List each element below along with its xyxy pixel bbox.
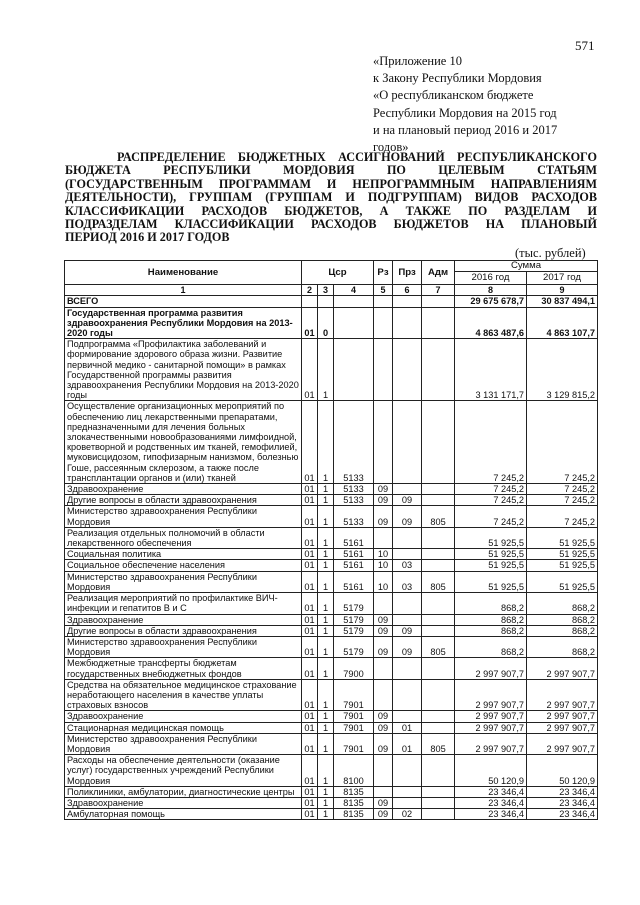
table-cell-csr-direction: 5161	[334, 560, 374, 571]
table-cell-csr-direction: 7901	[334, 722, 374, 733]
table-cell-sum-2017: 2 997 907,7	[527, 658, 598, 679]
table-cell-name: Осуществление организационных мероприятий по обеспечению лиц лекарственными препаратами, предназначенными для лечения больных злокачественными новообразованиями лимфоидной, кроветворной и родственных им тканей, гемофилией, муковисцидозом, гипофизарным нанизмом, болезнью Гоше, рассеянным склерозом, а также после трансплантации органов и (или) тканей	[65, 401, 302, 484]
table-cell-adm	[422, 786, 455, 797]
header-prz: Прз	[393, 261, 422, 285]
table-cell-prz	[393, 339, 422, 401]
table-cell-adm	[422, 296, 455, 307]
table-cell-sum-2017: 2 997 907,7	[527, 733, 598, 754]
table-cell-adm	[422, 797, 455, 808]
column-index: 5	[374, 285, 393, 296]
table-cell-adm	[422, 593, 455, 614]
table-cell-prz	[393, 711, 422, 722]
table-cell-name: Социальная политика	[65, 549, 302, 560]
table-cell-csr-program: 01	[302, 549, 318, 560]
table-cell-csr-program: 01	[302, 711, 318, 722]
table-cell-sum-2016: 23 346,4	[455, 809, 527, 820]
table-cell-name: Средства на обязательное медицинское страхование неработающего населения в качестве уплаты страховых взносов	[65, 679, 302, 711]
appendix-reference	[373, 53, 623, 156]
table-cell-csr-program: 01	[302, 809, 318, 820]
table-cell-csr-direction: 5133	[334, 495, 374, 506]
table-cell-name: Межбюджетные трансферты бюджетам государственных внебюджетных фондов	[65, 658, 302, 679]
table-cell-csr-subprogram: 1	[318, 549, 334, 560]
table-cell-csr-program: 01	[302, 679, 318, 711]
table-cell-csr-program: 01	[302, 658, 318, 679]
table-cell-csr-direction: 8135	[334, 786, 374, 797]
table-row	[65, 495, 598, 506]
table-row	[65, 571, 598, 592]
table-cell-csr-direction	[334, 296, 374, 307]
table-cell-sum-2016: 29 675 678,7	[455, 296, 527, 307]
table-cell-csr-direction: 5179	[334, 625, 374, 636]
table-row	[65, 549, 598, 560]
table-cell-rz	[374, 339, 393, 401]
table-cell-rz: 09	[374, 614, 393, 625]
table-cell-prz	[393, 549, 422, 560]
table-cell-csr-direction: 7901	[334, 679, 374, 711]
header-name: Наименование	[65, 261, 302, 285]
table-cell-sum-2016: 3 131 171,7	[455, 339, 527, 401]
table-cell-sum-2017: 23 346,4	[527, 786, 598, 797]
table-row	[65, 658, 598, 679]
table-cell-csr-program: 01	[302, 625, 318, 636]
table-cell-csr-direction: 7901	[334, 711, 374, 722]
table-cell-sum-2016: 4 863 487,6	[455, 307, 527, 339]
table-cell-adm	[422, 755, 455, 787]
header-sum: Сумма	[455, 261, 598, 272]
table-row	[65, 722, 598, 733]
title-line: (ГОСУДАРСТВЕННЫМ ПРОГРАММАМ И НЕПРОГРАММНЫМ НАПРАВЛЕНИЯМ	[65, 176, 597, 191]
table-cell-rz	[374, 593, 393, 614]
table-cell-adm: 805	[422, 571, 455, 592]
table-cell-prz	[393, 401, 422, 484]
table-cell-rz: 10	[374, 560, 393, 571]
table-cell-sum-2016: 7 245,2	[455, 484, 527, 495]
appendix-line: «Приложение 10	[373, 54, 462, 68]
table-cell-sum-2017: 2 997 907,7	[527, 679, 598, 711]
appendix-line: Республики Мордовия на 2015 год	[373, 105, 557, 120]
table-cell-adm	[422, 527, 455, 548]
table-cell-rz	[374, 307, 393, 339]
table-cell-prz	[393, 755, 422, 787]
table-cell-name: Поликлиники, амбулатории, диагностические центры	[65, 786, 302, 797]
table-cell-adm: 805	[422, 506, 455, 527]
table-row	[65, 339, 598, 401]
table-row	[65, 593, 598, 614]
table-cell-csr-program: 01	[302, 506, 318, 527]
table-cell-sum-2016: 51 925,5	[455, 527, 527, 548]
column-index: 7	[422, 285, 455, 296]
appendix-line: и на плановый период 2016 и 2017	[373, 122, 558, 137]
appendix-line: годов»	[373, 140, 409, 155]
table-cell-prz: 02	[393, 809, 422, 820]
table-cell-rz	[374, 755, 393, 787]
table-cell-name: Социальное обеспечение населения	[65, 560, 302, 571]
table-cell-csr-subprogram: 1	[318, 625, 334, 636]
table-cell-prz	[393, 527, 422, 548]
table-cell-sum-2016: 868,2	[455, 636, 527, 657]
table-row-total	[65, 296, 598, 307]
table-cell-prz: 01	[393, 733, 422, 754]
table-cell-name: Расходы на обеспечение деятельности (оказание услуг) государственных учреждений Республики Мордовия	[65, 755, 302, 787]
table-cell-adm	[422, 401, 455, 484]
table-cell-rz: 09	[374, 484, 393, 495]
table-cell-adm: 805	[422, 636, 455, 657]
column-index: 1	[65, 285, 302, 296]
table-cell-csr-program: 01	[302, 722, 318, 733]
column-index: 9	[527, 285, 598, 296]
table-row	[65, 636, 598, 657]
table-cell-csr-program: 01	[302, 593, 318, 614]
table-cell-rz: 09	[374, 636, 393, 657]
table-row	[65, 401, 598, 484]
table-cell-csr-subprogram: 1	[318, 571, 334, 592]
table-cell-rz: 09	[374, 733, 393, 754]
table-cell-sum-2017: 23 346,4	[527, 797, 598, 808]
table-cell-adm	[422, 711, 455, 722]
table-cell-sum-2016: 7 245,2	[455, 506, 527, 527]
header-rz: Рз	[374, 261, 393, 285]
table-cell-csr-program: 01	[302, 636, 318, 657]
table-cell-rz: 09	[374, 809, 393, 820]
table-cell-csr-program: 01	[302, 495, 318, 506]
table-cell-rz	[374, 527, 393, 548]
table-cell-csr-direction: 5179	[334, 636, 374, 657]
column-index-row	[65, 285, 598, 296]
table-cell-sum-2017: 51 925,5	[527, 527, 598, 548]
table-cell-prz	[393, 797, 422, 808]
table-cell-adm	[422, 484, 455, 495]
table-cell-csr-subprogram: 1	[318, 658, 334, 679]
table-cell-rz: 09	[374, 711, 393, 722]
table-cell-csr-program: 01	[302, 560, 318, 571]
table-cell-sum-2017: 7 245,2	[527, 484, 598, 495]
table-cell-rz	[374, 679, 393, 711]
table-cell-csr-subprogram: 1	[318, 636, 334, 657]
table-cell-csr-direction: 5133	[334, 506, 374, 527]
table-cell-prz	[393, 296, 422, 307]
table-cell-adm: 805	[422, 733, 455, 754]
table-cell-rz	[374, 786, 393, 797]
table-cell-csr-subprogram: 1	[318, 495, 334, 506]
table-cell-csr-subprogram: 1	[318, 614, 334, 625]
table-cell-csr-direction: 5179	[334, 593, 374, 614]
table-cell-csr-subprogram: 1	[318, 401, 334, 484]
table-cell-adm	[422, 307, 455, 339]
table-cell-sum-2017: 2 997 907,7	[527, 722, 598, 733]
table-cell-name: Министерство здравоохранения Республики Мордовия	[65, 636, 302, 657]
table-cell-csr-program: 01	[302, 733, 318, 754]
table-cell-sum-2017: 51 925,5	[527, 571, 598, 592]
table-cell-rz: 09	[374, 625, 393, 636]
table-cell-sum-2017: 50 120,9	[527, 755, 598, 787]
table-cell-prz: 09	[393, 636, 422, 657]
table-cell-adm	[422, 658, 455, 679]
table-cell-rz: 09	[374, 506, 393, 527]
table-cell-csr-subprogram: 1	[318, 339, 334, 401]
table-cell-csr-subprogram: 1	[318, 527, 334, 548]
table-cell-sum-2017: 7 245,2	[527, 401, 598, 484]
table-cell-sum-2017: 30 837 494,1	[527, 296, 598, 307]
table-cell-sum-2016: 2 997 907,7	[455, 679, 527, 711]
title-line: ДЕЯТЕЛЬНОСТИ), ГРУППАМ (ГРУППАМ И ПОДГРУППАМ) ВИДОВ РАСХОДОВ	[65, 190, 597, 205]
table-cell-prz: 03	[393, 560, 422, 571]
table-cell-name: Другие вопросы в области здравоохранения	[65, 495, 302, 506]
table-cell-csr-direction: 5161	[334, 527, 374, 548]
table-cell-adm	[422, 560, 455, 571]
table-cell-adm	[422, 495, 455, 506]
table-cell-csr-direction: 7900	[334, 658, 374, 679]
table-cell-sum-2017: 51 925,5	[527, 560, 598, 571]
table-row	[65, 307, 598, 339]
table-cell-csr-subprogram: 1	[318, 809, 334, 820]
header-adm: Адм	[422, 261, 455, 285]
header-2017: 2017 год	[527, 272, 598, 285]
table-cell-csr-direction: 7901	[334, 733, 374, 754]
table-cell-sum-2017: 2 997 907,7	[527, 711, 598, 722]
table-cell-adm	[422, 679, 455, 711]
column-index: 2	[302, 285, 318, 296]
column-index: 3	[318, 285, 334, 296]
table-row	[65, 786, 598, 797]
table-cell-csr-program	[302, 296, 318, 307]
table-cell-adm	[422, 625, 455, 636]
title-line: ПОДРАЗДЕЛАМ КЛАССИФИКАЦИИ РАСХОДОВ БЮДЖЕТОВ НА ПЛАНОВЫЙ	[65, 217, 597, 232]
table-cell-name: Государственная программа развития здравоохранения Республики Мордовия на 2013-2020 годы	[65, 307, 302, 339]
table-cell-csr-direction	[334, 339, 374, 401]
table-cell-csr-program: 01	[302, 755, 318, 787]
table-cell-name: Реализация отдельных полномочий в области лекарственного обеспечения	[65, 527, 302, 548]
table-cell-csr-direction: 8135	[334, 809, 374, 820]
table-cell-prz	[393, 658, 422, 679]
appendix-line: к Закону Республики Мордовия	[373, 71, 542, 86]
table-cell-prz: 01	[393, 722, 422, 733]
table-row	[65, 797, 598, 808]
table-cell-csr-program: 01	[302, 527, 318, 548]
table-cell-name: Подпрограмма «Профилактика заболеваний и формирование здорового образа жизни. Развитие первичной медико - санитарной помощи» в рамках Государственной программы развития здравоохранения Республики Мордовия на 2013-2020 годы	[65, 339, 302, 401]
table-cell-adm	[422, 722, 455, 733]
table-cell-sum-2016: 868,2	[455, 625, 527, 636]
table-row	[65, 614, 598, 625]
table-cell-csr-subprogram: 1	[318, 484, 334, 495]
header-2016: 2016 год	[455, 272, 527, 285]
table-cell-csr-subprogram: 1	[318, 679, 334, 711]
table-cell-name: Министерство здравоохранения Республики Мордовия	[65, 571, 302, 592]
table-cell-sum-2016: 2 997 907,7	[455, 658, 527, 679]
title-line: КЛАССИФИКАЦИИ РАСХОДОВ БЮДЖЕТОВ, А ТАКЖЕ ПО РАЗДЕЛАМ И	[65, 203, 597, 218]
table-cell-sum-2017: 7 245,2	[527, 495, 598, 506]
table-cell-name: Реализация мероприятий по профилактике ВИЧ-инфекции и гепатитов В и С	[65, 593, 302, 614]
table-cell-sum-2017: 868,2	[527, 636, 598, 657]
table-cell-prz: 09	[393, 506, 422, 527]
table-cell-name: Стационарная медицинская помощь	[65, 722, 302, 733]
table-row	[65, 679, 598, 711]
table-cell-sum-2016: 7 245,2	[455, 401, 527, 484]
table-cell-csr-subprogram: 1	[318, 786, 334, 797]
table-cell-sum-2016: 2 997 907,7	[455, 722, 527, 733]
table-row	[65, 711, 598, 722]
table-cell-rz	[374, 296, 393, 307]
table-cell-prz: 09	[393, 625, 422, 636]
table-cell-rz: 10	[374, 549, 393, 560]
table-cell-sum-2017: 4 863 107,7	[527, 307, 598, 339]
table-cell-rz: 09	[374, 495, 393, 506]
table-cell-csr-direction: 5133	[334, 484, 374, 495]
table-cell-name: Министерство здравоохранения Республики Мордовия	[65, 733, 302, 754]
table-cell-name: Здравоохранение	[65, 797, 302, 808]
table-cell-sum-2016: 51 925,5	[455, 571, 527, 592]
table-cell-csr-subprogram	[318, 296, 334, 307]
table-cell-csr-direction: 5161	[334, 549, 374, 560]
table-row	[65, 625, 598, 636]
table-cell-csr-program: 01	[302, 797, 318, 808]
table-cell-prz	[393, 307, 422, 339]
page-number: 571	[575, 38, 595, 53]
table-cell-rz: 09	[374, 797, 393, 808]
table-row	[65, 484, 598, 495]
table-cell-sum-2016: 868,2	[455, 593, 527, 614]
table-cell-csr-subprogram: 1	[318, 560, 334, 571]
table-cell-sum-2017: 23 346,4	[527, 809, 598, 820]
table-row	[65, 755, 598, 787]
table-cell-name: ВСЕГО	[65, 296, 302, 307]
table-cell-csr-subprogram: 0	[318, 307, 334, 339]
title-line: БЮДЖЕТА РЕСПУБЛИКИ МОРДОВИЯ ПО ЦЕЛЕВЫМ СТАТЬЯМ	[65, 163, 597, 178]
table-cell-sum-2016: 2 997 907,7	[455, 733, 527, 754]
table-cell-sum-2017: 3 129 815,2	[527, 339, 598, 401]
table-cell-csr-direction: 5179	[334, 614, 374, 625]
table-cell-csr-program: 01	[302, 339, 318, 401]
table-cell-name: Здравоохранение	[65, 484, 302, 495]
table-cell-sum-2016: 2 997 907,7	[455, 711, 527, 722]
table-cell-sum-2017: 868,2	[527, 593, 598, 614]
table-cell-csr-subprogram: 1	[318, 733, 334, 754]
table-cell-csr-subprogram: 1	[318, 755, 334, 787]
table-cell-name: Другие вопросы в области здравоохранения	[65, 625, 302, 636]
table-cell-csr-direction: 8135	[334, 797, 374, 808]
table-row	[65, 809, 598, 820]
table-cell-prz: 09	[393, 495, 422, 506]
table-cell-csr-subprogram: 1	[318, 506, 334, 527]
table-cell-rz: 10	[374, 571, 393, 592]
table-cell-prz: 03	[393, 571, 422, 592]
table-cell-csr-subprogram: 1	[318, 593, 334, 614]
title-line: ПЕРИОД 2016 И 2017 ГОДОВ	[65, 230, 230, 245]
appendix-line: «О республиканском бюджете	[373, 88, 534, 103]
table-cell-name: Министерство здравоохранения Республики Мордовия	[65, 506, 302, 527]
table-cell-sum-2016: 51 925,5	[455, 549, 527, 560]
table-cell-name: Здравоохранение	[65, 711, 302, 722]
table-cell-prz	[393, 786, 422, 797]
table-cell-csr-subprogram: 1	[318, 711, 334, 722]
table-cell-csr-direction: 8100	[334, 755, 374, 787]
document-title	[65, 151, 597, 245]
table-cell-rz: 09	[374, 722, 393, 733]
table-row	[65, 527, 598, 548]
column-index: 8	[455, 285, 527, 296]
table-cell-csr-program: 01	[302, 571, 318, 592]
table-row	[65, 560, 598, 571]
table-cell-csr-program: 01	[302, 484, 318, 495]
table-row	[65, 733, 598, 754]
table-cell-sum-2017: 868,2	[527, 625, 598, 636]
title-line: РАСПРЕДЕЛЕНИЕ БЮДЖЕТНЫХ АССИГНОВАНИЙ РЕСПУБЛИКАНСКОГО	[117, 150, 597, 164]
column-index: 6	[393, 285, 422, 296]
table-cell-name: Здравоохранение	[65, 614, 302, 625]
table-cell-adm	[422, 339, 455, 401]
units-label: (тыс. рублей)	[515, 246, 586, 260]
table-cell-csr-program: 01	[302, 401, 318, 484]
table-cell-sum-2016: 7 245,2	[455, 495, 527, 506]
table-cell-sum-2017: 7 245,2	[527, 506, 598, 527]
table-cell-csr-direction: 5133	[334, 401, 374, 484]
table-cell-sum-2017: 51 925,5	[527, 549, 598, 560]
column-index: 4	[334, 285, 374, 296]
table-cell-sum-2016: 23 346,4	[455, 797, 527, 808]
table-cell-sum-2016: 50 120,9	[455, 755, 527, 787]
table-cell-sum-2016: 51 925,5	[455, 560, 527, 571]
table-cell-sum-2016: 868,2	[455, 614, 527, 625]
table-cell-sum-2016: 23 346,4	[455, 786, 527, 797]
header-csr: Цср	[302, 261, 374, 285]
table-cell-prz	[393, 593, 422, 614]
table-cell-prz	[393, 679, 422, 711]
table-cell-rz	[374, 401, 393, 484]
table-cell-sum-2017: 868,2	[527, 614, 598, 625]
table-cell-csr-subprogram: 1	[318, 722, 334, 733]
table-cell-csr-direction	[334, 307, 374, 339]
table-cell-name: Амбулаторная помощь	[65, 809, 302, 820]
table-cell-rz	[374, 658, 393, 679]
table-cell-csr-program: 01	[302, 786, 318, 797]
table-cell-adm	[422, 549, 455, 560]
table-cell-csr-subprogram: 1	[318, 797, 334, 808]
table-cell-prz	[393, 484, 422, 495]
table-row	[65, 506, 598, 527]
table-cell-adm	[422, 614, 455, 625]
table-cell-prz	[393, 614, 422, 625]
budget-table	[64, 260, 598, 820]
table-cell-csr-program: 01	[302, 307, 318, 339]
table-cell-csr-direction: 5161	[334, 571, 374, 592]
table-cell-csr-program: 01	[302, 614, 318, 625]
table-cell-adm	[422, 809, 455, 820]
